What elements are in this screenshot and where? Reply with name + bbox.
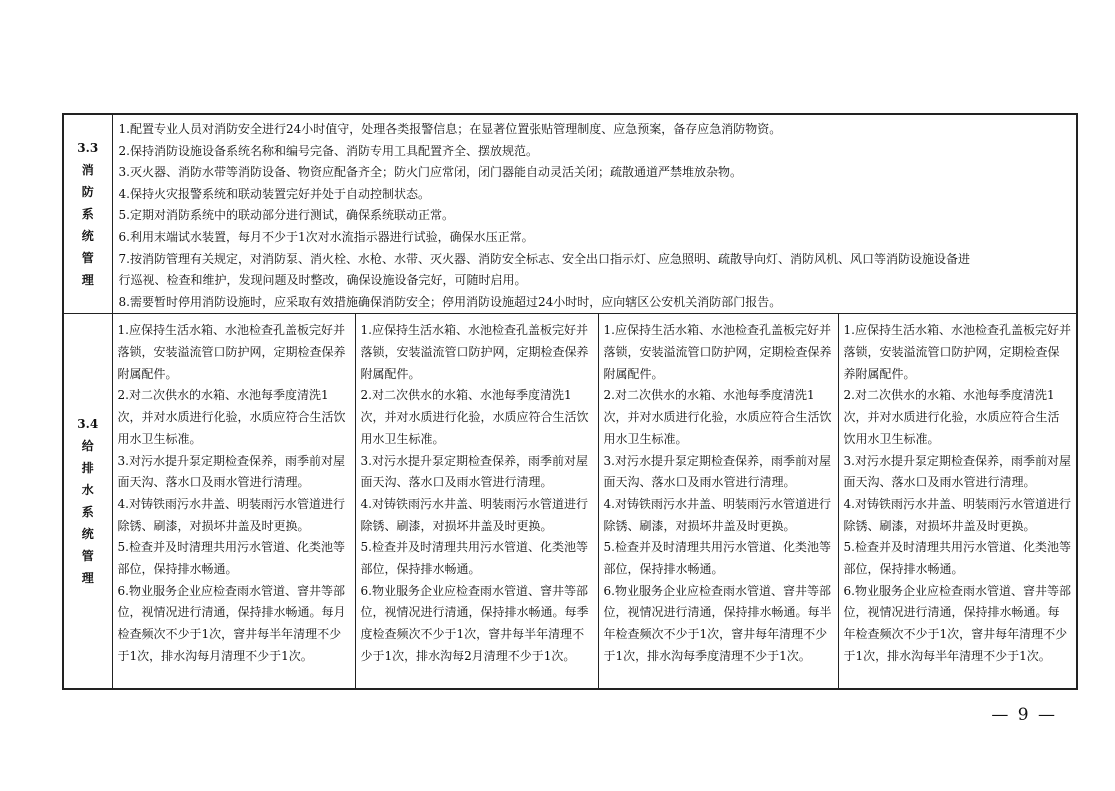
water-item: 2.对二次供水的水箱、水池每季度清洗1次，并对水质进行化验，水质应符合生活饮用水卫生标准。 <box>843 388 1060 446</box>
fire-item: 7.按消防管理有关规定，对消防泵、消火栓、水枪、水带、灭火器、消防安全标志、安全出口指示灯、应急照明、疏散导向灯、消防风机、风口等消防设施设备进 <box>118 251 970 266</box>
fire-item: 行巡视、检查和维护，发现问题及时整改，确保设施设备完好，可随时启用。 <box>118 273 527 288</box>
water-item: 2.对二次供水的水箱、水池每季度清洗1次，并对水质进行化验，水质应符合生活饮用水卫生标准。 <box>117 388 346 446</box>
fire-item: 8.需要暂时停用消防设施时，应采取有效措施确保消防安全；停用消防设施超过24小时时，应向辖区公安机关消防部门报告。 <box>118 294 782 309</box>
water-column-4 <box>838 314 1077 689</box>
fire-item: 2.保持消防设施设备系统名称和编号完备、消防专用工具配置齐全、摆放规范。 <box>118 143 538 158</box>
standards-table <box>62 113 1078 690</box>
water-item: 6.物业服务企业应检查雨水管道、窨井等部位，视情况进行清通，保持排水畅通。每半年检查频次不少于1次，窨井每年清理不少于1次，排水沟每季度清理不少于1次。 <box>603 583 832 663</box>
water-item: 6.物业服务企业应检查雨水管道、窨井等部位，视情况进行清通，保持排水畅通。每年检查频次不少于1次，窨井每年清理不少于1次，排水沟每半年清理不少于1次。 <box>843 583 1071 663</box>
water-item: 1.应保持生活水箱、水池检查孔盖板完好并落锁，安装溢流管口防护网，定期检查保养附属配件。 <box>117 323 346 381</box>
section-3-4-number: 3.4 <box>77 417 99 432</box>
water-item: 5.检查并及时清理共用污水管道、化类池等部位，保持排水畅通。 <box>603 540 831 577</box>
section-3-4-label <box>63 314 112 689</box>
water-item: 1.应保持生活水箱、水池检查孔盖板完好并落锁，安装溢流管口防护网，定期检查保养附属配件。 <box>603 323 832 381</box>
water-column-1 <box>112 314 355 689</box>
water-item: 3.对污水提升泵定期检查保养，雨季前对屋面天沟、落水口及雨水管进行清理。 <box>117 453 345 490</box>
water-item: 1.应保持生活水箱、水池检查孔盖板完好并落锁，安装溢流管口防护网，定期检查保养附属配件。 <box>360 323 589 381</box>
fire-item: 4.保持火灾报警系统和联动装置完好并处于自动控制状态。 <box>118 186 430 201</box>
section-3-3-content <box>112 114 1077 314</box>
section-3-3-label <box>63 114 112 314</box>
water-item: 3.对污水提升泵定期检查保养，雨季前对屋面天沟、落水口及雨水管进行清理。 <box>843 453 1071 490</box>
water-column-3 <box>598 314 838 689</box>
row-fire-system <box>63 114 1077 314</box>
page-number: — 9 — <box>991 705 1057 725</box>
section-3-4-title: 给排水系统管理 <box>81 439 94 586</box>
row-water-system <box>63 314 1077 689</box>
water-item: 5.检查并及时清理共用污水管道、化类池等部位，保持排水畅通。 <box>117 540 345 577</box>
water-item: 5.检查并及时清理共用污水管道、化类池等部位，保持排水畅通。 <box>360 540 588 577</box>
water-item: 1.应保持生活水箱、水池检查孔盖板完好并落锁，安装溢流管口防护网，定期检查保养附属配件。 <box>843 323 1071 381</box>
water-item: 4.对铸铁雨污水井盖、明装雨污水管道进行除锈、刷漆，对损坏井盖及时更换。 <box>360 496 588 533</box>
water-item: 6.物业服务企业应检查雨水管道、窨井等部位，视情况进行清通，保持排水畅通。每月检查频次不少于1次，窨井每半年清理不少于1次，排水沟每月清理不少于1次。 <box>117 583 346 663</box>
water-item: 4.对铸铁雨污水井盖、明装雨污水管道进行除锈、刷漆，对损坏井盖及时更换。 <box>843 496 1071 533</box>
fire-item: 5.定期对消防系统中的联动部分进行测试，确保系统联动正常。 <box>118 208 454 223</box>
water-item: 3.对污水提升泵定期检查保养，雨季前对屋面天沟、落水口及雨水管进行清理。 <box>603 453 831 490</box>
water-item: 6.物业服务企业应检查雨水管道、窨井等部位，视情况进行清通，保持排水畅通。每季度检查频次不少于1次，窨井每半年清理不少于1次，排水沟每2月清理不少于1次。 <box>360 583 589 663</box>
fire-item: 3.灭火器、消防水带等消防设备、物资应配备齐全；防火门应常闭，闭门器能自动灵活关闭；疏散通道严禁堆放杂物。 <box>118 165 742 180</box>
water-item: 4.对铸铁雨污水井盖、明装雨污水管道进行除锈、刷漆，对损坏井盖及时更换。 <box>117 496 345 533</box>
fire-item: 6.利用末端试水装置，每月不少于1次对水流指示器进行试验，确保水压正常。 <box>118 229 534 244</box>
water-item: 5.检查并及时清理共用污水管道、化类池等部位，保持排水畅通。 <box>843 540 1071 577</box>
water-item: 3.对污水提升泵定期检查保养，雨季前对屋面天沟、落水口及雨水管进行清理。 <box>360 453 588 490</box>
section-3-3-title: 消防系统管理 <box>81 163 94 288</box>
water-item: 2.对二次供水的水箱、水池每季度清洗1次，并对水质进行化验，水质应符合生活饮用水卫生标准。 <box>360 388 589 446</box>
fire-item: 1.配置专业人员对消防安全进行24小时值守，处理各类报警信息；在显著位置张贴管理制度、应急预案，备存应急消防物资。 <box>118 122 782 136</box>
water-column-2 <box>355 314 598 689</box>
section-3-3-number: 3.3 <box>77 141 99 156</box>
water-item: 2.对二次供水的水箱、水池每季度清洗1次，并对水质进行化验，水质应符合生活饮用水卫生标准。 <box>603 388 832 446</box>
water-item: 4.对铸铁雨污水井盖、明装雨污水管道进行除锈、刷漆，对损坏井盖及时更换。 <box>603 496 831 533</box>
